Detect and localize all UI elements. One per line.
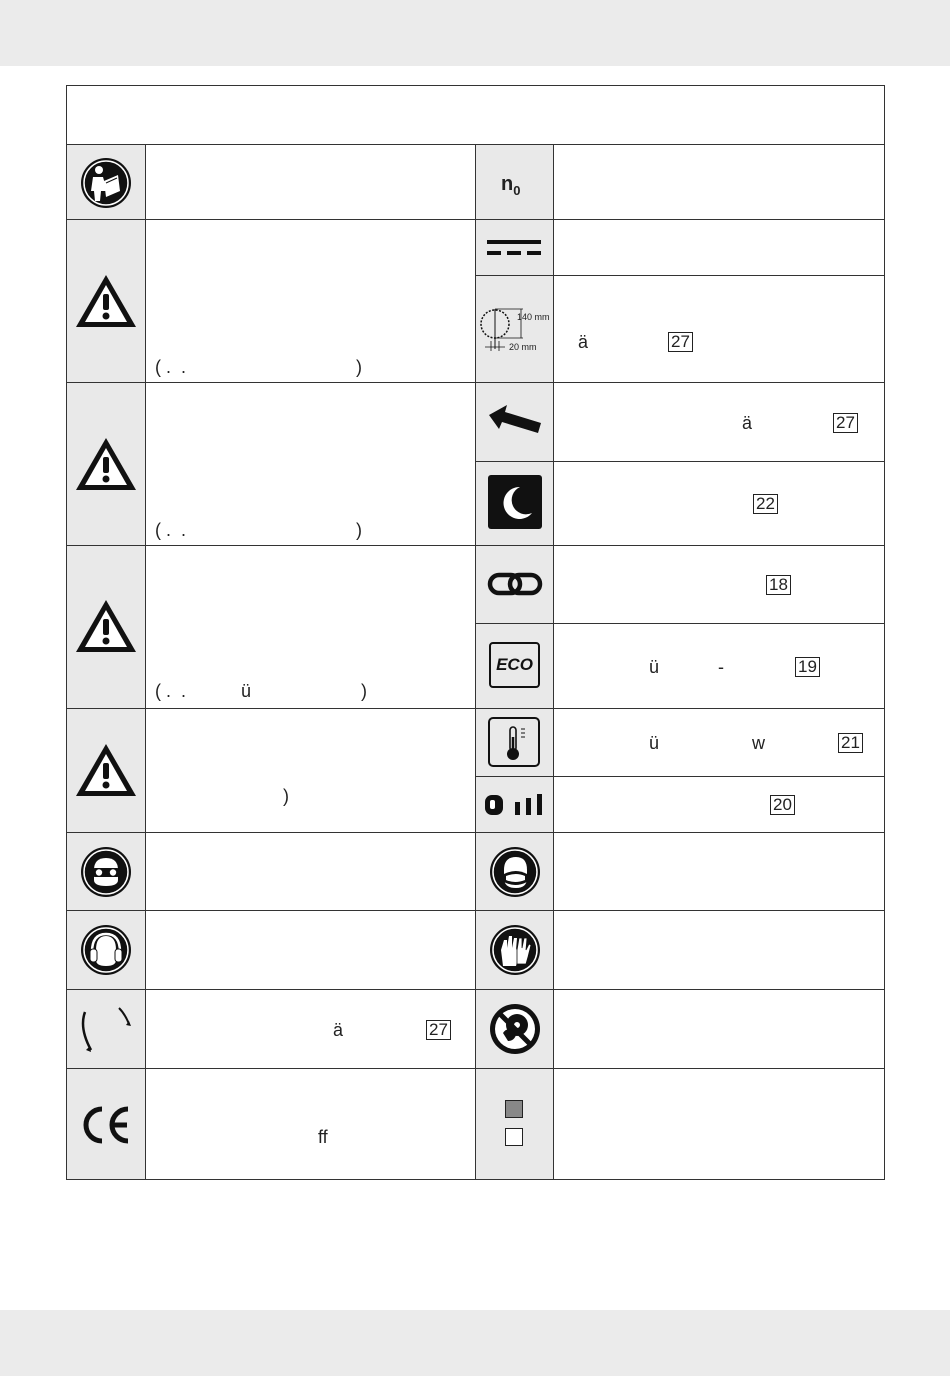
no-load-speed-icon: $n_0$	[501, 173, 521, 198]
warning-triangle-icon	[74, 272, 138, 330]
temperature-text-1: ü	[649, 733, 660, 753]
ce-text: ff	[318, 1127, 328, 1147]
blade-bore-label: 20 mm	[509, 342, 537, 352]
rotation-arrows-icon	[77, 1006, 133, 1054]
arrow-left-icon	[487, 403, 543, 437]
blade-size-ref	[668, 331, 693, 352]
reference-number: 19	[795, 657, 820, 677]
divider	[476, 1068, 884, 1069]
eco-ref	[795, 656, 820, 677]
divider	[67, 989, 476, 990]
no-touch-blade-icon	[489, 1003, 541, 1055]
rotation-text: ä	[333, 1020, 344, 1040]
reference-number: 27	[426, 1020, 451, 1040]
divider	[67, 910, 476, 911]
cutting-direction-text: ä	[742, 413, 753, 433]
reference-number: 27	[833, 413, 858, 433]
reference-number: 27	[668, 332, 693, 352]
cutting-direction-ref	[833, 412, 858, 433]
divider	[67, 219, 476, 220]
read-manual-icon	[80, 157, 132, 209]
moon-icon	[488, 475, 542, 529]
divider	[476, 832, 884, 833]
divider	[476, 776, 884, 777]
eco-icon	[489, 642, 540, 688]
bottom-margin-band	[0, 1310, 950, 1376]
reference-number: 20	[770, 795, 795, 815]
eco-icon-label: ECO	[496, 655, 533, 674]
warning-4-text: )	[283, 786, 289, 806]
battery-ref	[770, 794, 795, 815]
divider	[67, 545, 476, 546]
battery-level-icon	[483, 792, 549, 816]
temperature-text-2: w	[752, 733, 765, 753]
warning-triangle-icon	[74, 435, 138, 493]
link-ref	[766, 574, 791, 595]
temperature-ref	[838, 732, 863, 753]
speed-control-ref	[753, 493, 778, 514]
symbols-table	[66, 85, 885, 1180]
warning-3-text: ( . . ü )	[155, 681, 368, 701]
warning-2-text: ( . . )	[155, 520, 363, 540]
divider	[476, 708, 884, 709]
divider	[67, 832, 476, 833]
legend-empty-square	[505, 1128, 523, 1146]
divider	[145, 145, 146, 1179]
gloves-icon	[489, 924, 541, 976]
divider	[476, 461, 884, 462]
divider	[476, 910, 884, 911]
top-margin-band	[0, 0, 950, 66]
direct-current-icon	[487, 238, 543, 258]
rotation-ref	[426, 1019, 451, 1040]
warning-1-text: ( . . )	[155, 357, 363, 377]
divider	[476, 989, 884, 990]
eco-text-2: -	[718, 657, 724, 677]
divider	[476, 275, 884, 276]
safety-goggles-icon	[80, 846, 132, 898]
ear-muffs-icon	[80, 924, 132, 976]
dust-mask-icon	[489, 846, 541, 898]
warning-triangle-icon	[74, 741, 138, 799]
reference-number: 22	[753, 494, 778, 514]
divider	[476, 382, 884, 383]
chain-link-icon	[487, 570, 543, 598]
blade-diameter-label: 140 mm	[517, 312, 550, 322]
divider	[475, 145, 476, 1179]
thermometer-icon	[488, 717, 540, 767]
warning-triangle-icon	[74, 597, 138, 655]
divider	[476, 219, 884, 220]
divider	[67, 708, 476, 709]
legend-filled-square	[505, 1100, 523, 1118]
eco-text-1: ü	[649, 657, 660, 677]
reference-number: 18	[766, 575, 791, 595]
table-header	[67, 86, 884, 145]
reference-number: 21	[838, 733, 863, 753]
divider	[476, 623, 884, 624]
ce-mark-icon	[80, 1103, 132, 1147]
blade-size-text: ä	[578, 332, 589, 352]
divider	[67, 382, 476, 383]
divider	[476, 545, 884, 546]
divider	[67, 1068, 476, 1069]
